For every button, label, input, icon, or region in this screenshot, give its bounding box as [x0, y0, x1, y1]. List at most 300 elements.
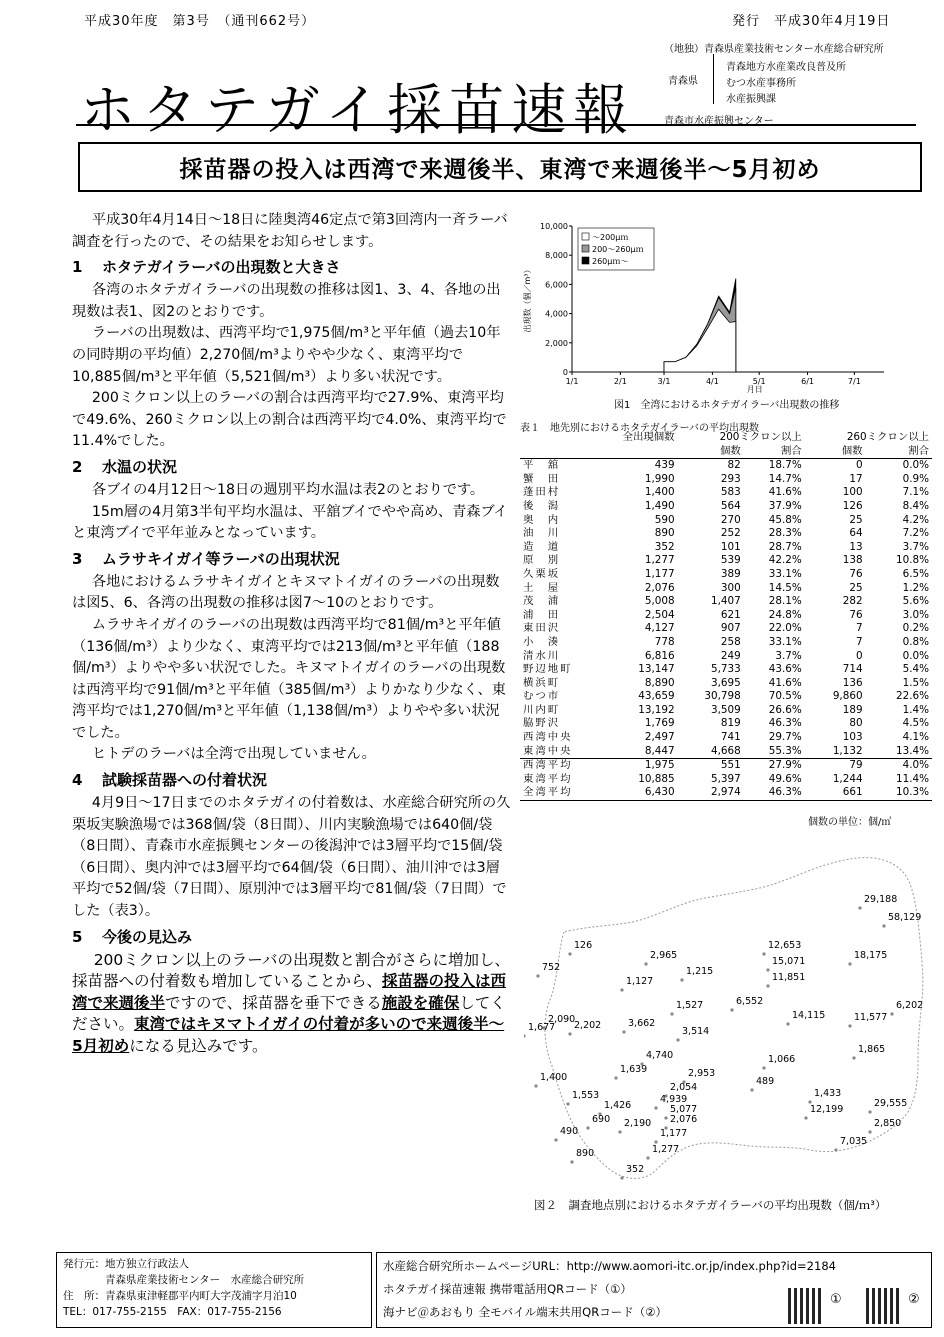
- map-station-dot: [730, 1008, 733, 1011]
- legend-swatch: [582, 233, 589, 240]
- map-station-dot: [680, 978, 683, 981]
- table-row: [520, 541, 932, 555]
- org-2: むつ水産事務所: [726, 78, 796, 89]
- map-station-dot: [622, 1030, 625, 1033]
- publisher-info: [56, 1252, 372, 1328]
- location-cell: 平 舘: [520, 459, 594, 473]
- location-cell: 東湾平均: [523, 772, 573, 785]
- value-cell: 741: [720, 731, 741, 744]
- map-station-dot: [534, 1084, 537, 1087]
- table-row: [520, 677, 932, 691]
- value-cell: 661: [842, 786, 863, 799]
- value-cell: 6,816: [644, 649, 675, 662]
- qr-code-icon[interactable]: [866, 1288, 902, 1324]
- value-cell: 76: [849, 608, 863, 621]
- value-cell: 6,430: [644, 786, 675, 799]
- map-station-dot: [664, 1116, 667, 1119]
- value-cell: 13: [849, 540, 863, 553]
- outlook-text: 200ミクロン以上のラーバの出現数と割合がさらに増加し、採苗器への付着数も増加していることから、: [72, 950, 510, 991]
- map-station-value: 12,653: [768, 940, 802, 951]
- value-cell: 5.4%: [902, 663, 929, 676]
- value-cell: 258: [720, 635, 741, 648]
- value-cell: 2,504: [644, 608, 675, 621]
- map-station-dot: [804, 1116, 807, 1119]
- map-station-value: 2,850: [874, 1118, 902, 1129]
- value-cell: 101: [720, 540, 741, 553]
- location-cell: 油 川: [523, 527, 561, 540]
- y-axis-label: 出現数（個／m³）: [523, 265, 532, 333]
- table-row: [520, 786, 932, 800]
- value-cell: 55.3%: [768, 744, 802, 757]
- value-cell: 3.0%: [902, 608, 929, 621]
- value-cell: 37.9%: [768, 499, 802, 512]
- value-cell: 564: [720, 499, 741, 512]
- map-station-dot: [890, 1012, 893, 1015]
- map-station-value: 489: [756, 1076, 775, 1087]
- section-title: 今後の見込み: [102, 927, 193, 946]
- x-axis-label: 月日: [746, 385, 763, 394]
- value-cell: 10.8%: [895, 554, 929, 567]
- issue-date: 発行 平成30年4月19日: [732, 14, 891, 29]
- legend-swatch: [582, 245, 589, 252]
- value-cell: 79: [805, 759, 866, 773]
- map-station-dot: [848, 962, 851, 965]
- value-cell: 10.3%: [895, 786, 929, 799]
- section-4-heading: [72, 769, 512, 791]
- value-cell: 539: [720, 554, 741, 567]
- value-cell: 22.0%: [768, 622, 802, 635]
- value-cell: 80: [849, 717, 863, 730]
- map-station-dot: [676, 1038, 679, 1041]
- location-cell: 横浜町: [523, 676, 561, 689]
- section-3-heading: [72, 548, 512, 570]
- figure-2-caption: 図２ 調査地点別におけるホタテガイラーバの平均出現数（個/ｍ³）: [534, 1198, 887, 1212]
- value-cell: 890: [654, 527, 675, 540]
- section-number: 5: [72, 927, 83, 946]
- map-station-value: 1,553: [572, 1090, 600, 1101]
- map-station-value: 2,076: [670, 1114, 698, 1125]
- paragraph: ラーバの出現数は、西湾平均で1,975個/m³と平年値（過去10年の同時期の平均値）2,270個/m³よりやや少なく、東湾平均で10,885個/m³と平年値（5,521個/m³）より多い状況です。: [72, 325, 501, 385]
- location-cell: 蟹 田: [523, 472, 561, 485]
- section-number: 3: [72, 549, 83, 568]
- value-cell: 282: [842, 595, 863, 608]
- figure-1-caption: 図1 全湾におけるホタテガイラーバ出現数の推移: [614, 400, 840, 411]
- value-cell: 1.2%: [902, 581, 929, 594]
- value-cell: 1,400: [644, 486, 675, 499]
- value-cell: 7: [855, 635, 863, 648]
- map-station-dot: [586, 1126, 589, 1129]
- x-tick-label: 4/1: [705, 377, 719, 386]
- value-cell: 0.0%: [902, 649, 929, 662]
- value-cell: 1,244: [832, 772, 863, 785]
- value-cell: 907: [720, 622, 741, 635]
- value-cell: 249: [720, 649, 741, 662]
- legend-label: ～200μｍ: [592, 233, 629, 242]
- value-cell: 13.4%: [895, 744, 929, 757]
- map-station-value: 1,677: [528, 1022, 556, 1033]
- map-station-dot: [868, 1130, 871, 1133]
- map-station-dot: [848, 1024, 851, 1027]
- table-row: [520, 514, 932, 528]
- map-station-value: 1,527: [676, 1000, 704, 1011]
- map-station-value: 6,552: [736, 996, 764, 1007]
- value-cell: 14.7%: [768, 472, 802, 485]
- value-cell: 28.1%: [768, 595, 802, 608]
- table-header-cell: 個数: [719, 444, 741, 457]
- value-cell: 76: [849, 567, 863, 580]
- map-station-dot: [646, 1156, 649, 1159]
- value-cell: 126: [842, 499, 863, 512]
- qr-code-icon[interactable]: [788, 1288, 824, 1324]
- map-station-value: 5,077: [670, 1104, 698, 1115]
- value-cell: 100: [842, 486, 863, 499]
- value-cell: 5.6%: [902, 595, 929, 608]
- paragraph: 200ミクロン以上のラーバの割合は西湾平均で27.9%、東湾平均で49.6%、260ミクロン以上の割合は西湾平均で4.0%、東湾平均で11.4%でした。: [72, 390, 507, 450]
- map-station-value: 1,127: [626, 976, 654, 987]
- value-cell: 14.5%: [768, 581, 802, 594]
- table-header-cell: [520, 431, 594, 445]
- value-cell: 621: [720, 608, 741, 621]
- value-cell: 25: [849, 513, 863, 526]
- value-cell: 293: [720, 472, 741, 485]
- location-cell: 茂 浦: [523, 595, 561, 608]
- legend-swatch: [582, 257, 589, 264]
- map-station-dot: [766, 968, 769, 971]
- location-cell: 東湾中央: [523, 744, 573, 757]
- outlook-east-emphasis: 東湾ではキヌマトイガイの付着が多いので来週後半～5月初め: [72, 1015, 505, 1055]
- location-cell: むつ市: [523, 690, 561, 703]
- map-station-dot: [536, 974, 539, 977]
- y-tick-label: 8,000: [545, 251, 568, 261]
- value-cell: 0: [805, 459, 866, 473]
- headline-text: 採苗器の投入は西湾で来週後半、東湾で来週後半～5月初め: [179, 156, 821, 183]
- value-cell: 590: [654, 513, 675, 526]
- org-bottom: 青森市水産振興センター: [664, 116, 774, 127]
- org-3: 水産振興課: [726, 94, 776, 105]
- location-cell: 西湾平均: [520, 759, 594, 773]
- table-row: [520, 500, 932, 514]
- value-cell: 7.1%: [902, 486, 929, 499]
- value-cell: 43,659: [638, 690, 675, 703]
- table-row: [520, 759, 932, 773]
- value-cell: 2,076: [644, 581, 675, 594]
- value-cell: 7.2%: [902, 527, 929, 540]
- org-top: （地独）青森県産業技術センター水産総合研究所: [664, 44, 884, 55]
- map-station-value: 1,400: [540, 1072, 568, 1083]
- map-station-value: 690: [592, 1114, 611, 1125]
- map-station-value: 352: [626, 1164, 645, 1175]
- paragraph: 各地におけるムラサキイガイとキヌマトイガイのラーバの出現数は図5、6、各湾の出現数の推移は図7～10のとおりです。: [72, 573, 500, 612]
- value-cell: 0.0%: [866, 459, 932, 473]
- table-row: [520, 473, 932, 487]
- value-cell: 33.1%: [768, 635, 802, 648]
- value-cell: 2,497: [644, 731, 675, 744]
- map-station-dot: [858, 906, 861, 909]
- table-row: [520, 554, 932, 568]
- y-tick-label: 0: [562, 368, 568, 377]
- section-number: 1: [72, 258, 83, 277]
- value-cell: 3.7%: [775, 649, 802, 662]
- value-cell: 1,490: [644, 499, 675, 512]
- location-cell: 西湾中央: [523, 731, 573, 744]
- map-station-value: 1,177: [660, 1128, 688, 1139]
- x-tick-label: 6/1: [801, 377, 814, 386]
- qr-label-mobile: ホタテガイ採苗速報 携帯電話用QRコード（①）: [383, 1282, 632, 1296]
- value-cell: 5,397: [711, 772, 741, 785]
- chart-svg: [520, 212, 900, 422]
- phone-line: TEL：017-755-2155 FAX：017-755-2156: [63, 1306, 282, 1318]
- location-cell: 原 別: [523, 554, 561, 567]
- value-cell: 4.2%: [902, 513, 929, 526]
- map-station-dot: [670, 1012, 673, 1015]
- table-header-cell: 260ミクロン以上: [846, 431, 929, 443]
- table-header-cell: 個数: [841, 444, 863, 457]
- outlook-west-emphasis: 採苗器の投入は西湾で来週後半: [72, 972, 507, 1012]
- table-header-cell: 200ミクロン以上: [719, 431, 802, 443]
- map-station-dot: [750, 1088, 753, 1091]
- value-cell: 4,127: [644, 622, 675, 635]
- section-5-heading: [72, 926, 512, 948]
- location-cell: 小 湊: [523, 635, 561, 648]
- outlook-facility-emphasis: 施設を確保: [381, 993, 460, 1012]
- links-info: [376, 1252, 932, 1328]
- location-cell: 浦 田: [523, 608, 561, 621]
- table-row: [520, 745, 932, 759]
- map-station-dot: [786, 1022, 789, 1025]
- table-header-cell: 割合: [908, 444, 929, 457]
- value-cell: 270: [720, 513, 741, 526]
- value-cell: 8.4%: [902, 499, 929, 512]
- qr-label-uminavi: 海ナビ＠あおもり 全モバイル端末共用QRコード（②）: [383, 1305, 668, 1319]
- org-1: 青森地方水産業改良普及所: [726, 62, 846, 73]
- section-title: ホタテガイラーバの出現数と大きさ: [102, 258, 341, 277]
- table-row: [520, 773, 932, 787]
- table-body: [520, 459, 932, 801]
- value-cell: 3,509: [711, 703, 741, 716]
- map-station-value: 29,555: [874, 1098, 908, 1109]
- map-station-dot: [568, 1032, 571, 1035]
- map-station-dot: [654, 1106, 657, 1109]
- map-station-value: 14,115: [792, 1010, 826, 1021]
- map-station-value: 12,199: [810, 1104, 844, 1115]
- table-row: [520, 568, 932, 582]
- x-tick-label: 3/1: [657, 377, 671, 386]
- section-2-heading: [72, 456, 512, 478]
- table-row: [520, 486, 932, 500]
- value-cell: 439: [594, 459, 678, 473]
- value-cell: 29.7%: [768, 731, 802, 744]
- map-station-value: 126: [574, 940, 593, 951]
- value-cell: 819: [720, 717, 741, 730]
- publisher-line: 発行元：地方独立行政法人: [63, 1258, 189, 1270]
- table-1-title: 表１ 地先別におけるホタテガイラーバの平均出現数: [520, 423, 759, 434]
- value-cell: 41.6%: [768, 486, 802, 499]
- outlook-text: ですので、採苗器を垂下できる: [165, 993, 382, 1012]
- value-cell: 11.4%: [895, 772, 929, 785]
- map-station-value: 3,514: [682, 1026, 710, 1037]
- section-1-heading: [72, 256, 512, 278]
- section-title: 試験採苗器への付着状況: [102, 771, 268, 790]
- value-cell: 551: [678, 759, 744, 773]
- value-cell: 18.7%: [744, 459, 805, 473]
- value-cell: 82: [678, 459, 744, 473]
- value-cell: 0: [855, 649, 863, 662]
- map-station-value: 18,175: [854, 950, 888, 961]
- outlook-text: してください。: [72, 993, 506, 1034]
- section-title: ムラサキイガイ等ラーバの出現状況: [102, 549, 340, 568]
- homepage-url[interactable]: 水産総合研究所ホームページURL：http://www.aomori-itc.or.jp/index.php?id=2184: [383, 1259, 836, 1273]
- title-rule: [76, 124, 916, 126]
- map-station-value: 58,129: [888, 912, 922, 923]
- paragraph: ヒトデのラーバは全湾で出現していません。: [91, 746, 376, 763]
- table-row: [520, 609, 932, 623]
- value-cell: 138: [842, 554, 863, 567]
- map-station-dot: [620, 988, 623, 991]
- value-cell: 4.1%: [902, 731, 929, 744]
- value-cell: 43.6%: [768, 663, 802, 676]
- table-row: [520, 690, 932, 704]
- map-station-dot: [618, 1130, 621, 1133]
- legend-label: 200～260μｍ: [592, 245, 644, 254]
- paragraph: 各ブイの4月12日～18日の週別平均水温は表2のとおりです。: [91, 481, 485, 498]
- map-station-dot: [762, 1066, 765, 1069]
- map-station-dot: [834, 1148, 837, 1151]
- table-header-cell: [520, 445, 594, 459]
- value-cell: 1,769: [644, 717, 675, 730]
- value-cell: 1,177: [644, 567, 675, 580]
- issue-number: 平成30年度 第3号 （通刊662号）: [84, 14, 316, 29]
- value-cell: 136: [842, 676, 863, 689]
- value-cell: 26.6%: [768, 703, 802, 716]
- value-cell: 8,890: [644, 676, 675, 689]
- value-cell: 1,975: [594, 759, 678, 773]
- outlook-paragraph: [72, 950, 512, 1058]
- section-title: 水温の状況: [102, 457, 178, 476]
- value-cell: 13,147: [638, 663, 675, 676]
- value-cell: 45.8%: [768, 513, 802, 526]
- map-station-value: 1,639: [620, 1064, 648, 1075]
- value-cell: 30,798: [704, 690, 741, 703]
- value-cell: 28.7%: [768, 540, 802, 553]
- table-row: [520, 731, 932, 745]
- map-station-value: 4,939: [660, 1094, 688, 1105]
- value-cell: 583: [720, 486, 741, 499]
- location-cell: 奥 内: [523, 513, 561, 526]
- map-station-value: 1,066: [768, 1054, 796, 1065]
- value-cell: 70.5%: [768, 690, 802, 703]
- value-cell: 41.6%: [768, 676, 802, 689]
- table-row: [520, 650, 932, 664]
- paragraph: ムラサキイガイのラーバの出現数は西湾平均で81個/m³と平年値（136個/m³）より少なく、東湾平均では213個/m³と平年値（188個/m³）よりやや多い状況でした。キヌマトイガイのラーバの出現数は西湾平均で91個/m³と平年値（385個/m³）よりかなり少なく、東湾平均では1,270個/m³と平年値（1,138個/m³）よりやや多い状況でした。: [72, 616, 506, 741]
- map-station-value: 29,188: [864, 894, 898, 905]
- value-cell: 0.9%: [902, 472, 929, 485]
- value-cell: 33.1%: [768, 567, 802, 580]
- value-cell: 42.2%: [768, 554, 802, 567]
- value-cell: 103: [842, 731, 863, 744]
- table-1-unit: 個数の単位：個/㎥: [808, 817, 892, 828]
- table-header-cell: 全出現個数: [622, 431, 675, 443]
- location-cell: 清水川: [523, 649, 561, 662]
- value-cell: 25: [849, 581, 863, 594]
- map-station-dot: [614, 1076, 617, 1079]
- map-station-value: 11,577: [854, 1012, 888, 1023]
- x-tick-label: 1/1: [565, 377, 579, 386]
- value-cell: 1.4%: [902, 703, 929, 716]
- map-station-value: 1,215: [686, 966, 714, 977]
- qr-number: ①: [830, 1292, 842, 1307]
- table-row: [520, 582, 932, 596]
- value-cell: 24.8%: [768, 608, 802, 621]
- location-cell: 脇野沢: [523, 717, 561, 730]
- map-station-value: 3,662: [628, 1018, 656, 1029]
- value-cell: 7: [855, 622, 863, 635]
- location-cell: 後 潟: [523, 499, 561, 512]
- figure-2-map: [524, 850, 932, 1190]
- table-1: [520, 431, 932, 801]
- location-cell: 蓬田村: [523, 486, 561, 499]
- x-tick-label: 7/1: [847, 377, 861, 386]
- location-cell: 造 道: [523, 540, 561, 553]
- value-cell: 1,277: [644, 554, 675, 567]
- map-station-value: 7,035: [840, 1136, 868, 1147]
- table-header-cell: [594, 445, 678, 459]
- qr-number: ②: [908, 1292, 920, 1307]
- table-row: [520, 704, 932, 718]
- map-station-dot: [524, 1034, 526, 1037]
- value-cell: 9,860: [832, 690, 863, 703]
- value-cell: 8,447: [644, 744, 675, 757]
- map-station-value: 2,202: [574, 1020, 602, 1031]
- map-station-dot: [882, 924, 885, 927]
- table-row: [520, 636, 932, 650]
- value-cell: 252: [720, 527, 741, 540]
- value-cell: 352: [654, 540, 675, 553]
- map-station-value: 2,090: [548, 1014, 576, 1025]
- y-tick-label: 2,000: [545, 338, 568, 348]
- map-station-value: 4,740: [646, 1050, 674, 1061]
- map-station-value: 2,190: [624, 1118, 652, 1129]
- map-station-value: 2,953: [688, 1068, 716, 1079]
- map-station-dot: [644, 962, 647, 965]
- value-cell: 49.6%: [768, 772, 802, 785]
- value-cell: 3.7%: [902, 540, 929, 553]
- value-cell: 10,885: [638, 772, 675, 785]
- value-cell: 4,668: [711, 744, 741, 757]
- location-cell: 川内町: [523, 703, 561, 716]
- table-row: [520, 622, 932, 636]
- map-station-dot: [868, 1110, 871, 1113]
- value-cell: 28.3%: [768, 527, 802, 540]
- value-cell: 27.9%: [744, 759, 805, 773]
- value-cell: 4.0%: [866, 759, 932, 773]
- publisher-line: 青森県産業技術センター 水産総合研究所: [105, 1274, 305, 1286]
- legend-label: 260μｍ～: [592, 257, 629, 266]
- location-cell: 土 屋: [523, 581, 561, 594]
- value-cell: 300: [720, 581, 741, 594]
- y-tick-label: 4,000: [545, 309, 568, 319]
- map-station-value: 1,277: [652, 1144, 680, 1155]
- value-cell: 714: [842, 663, 863, 676]
- series-area-1: [664, 309, 736, 372]
- headline: [78, 142, 922, 192]
- location-cell: 全湾平均: [523, 786, 573, 799]
- org-pref: 青森県: [668, 76, 698, 87]
- map-station-value: 6,202: [896, 1000, 924, 1011]
- value-cell: 46.3%: [768, 717, 802, 730]
- value-cell: 389: [720, 567, 741, 580]
- map-station-dot: [554, 1138, 557, 1141]
- table-row: [520, 717, 932, 731]
